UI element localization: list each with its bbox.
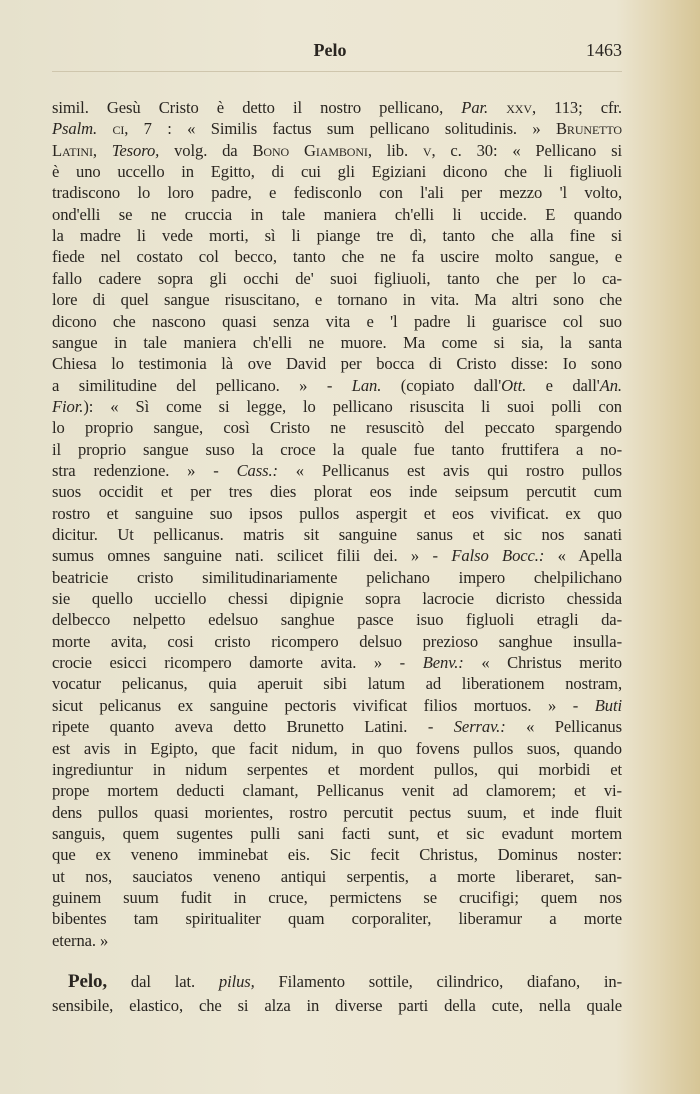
text-line: [52, 738, 622, 759]
text-segment: pilus,: [218, 972, 255, 991]
text-segment: sicut pelicanus ex sanguine pectoris vivificat filios mortuos. » -: [52, 695, 595, 715]
text-line: [52, 567, 622, 588]
text-line: [52, 716, 622, 737]
text-segment: sangue in tale maniera ch'elli ne muore. Ma come si sia, la santa: [52, 332, 622, 352]
text-line: [52, 140, 622, 161]
text-line: [52, 225, 622, 246]
text-line: [52, 97, 622, 118]
text-segment: sie quello ucciello chessi dipignie sopra lacrocie dicristo chessida: [52, 589, 622, 609]
text-segment: prope mortem deducti clamant, Pellicanus venit ad clamorem; et vi-: [52, 781, 622, 801]
text-segment: dicono che nascono quasi senza vita e 'l padre li guarisce col suo: [52, 311, 622, 331]
text-segment: la madre li vede morti, sì li piange tre dì, tanto che alla fine si: [52, 226, 622, 246]
text-segment: An.: [599, 375, 622, 395]
text-segment: beatricie cristo similitudinariamente pelichano impero chelpilichano: [52, 567, 622, 587]
text-line: [52, 673, 622, 694]
text-segment: e dall': [526, 375, 600, 395]
text-segment: , lib.: [367, 140, 423, 160]
text-segment: ingrediuntur in nidum serpentes et mordent pullos, qui morbidi et: [52, 759, 622, 779]
text-segment: fiede nel costato col becco, tanto che ne fa uscire molto sangue, e: [52, 247, 622, 267]
text-segment: sanguis, quem sugentes pulli sani facti sunt, et sic evadunt mortem: [52, 823, 622, 843]
text-segment: suos occidit et per tres dies plorat eos inde seipsum percutit cum: [52, 482, 622, 502]
text-segment: tradiscono lo loro padre, e fedisconlo con l'ali per mezzo 'l volto,: [52, 183, 622, 203]
text-segment: Benv.:: [422, 653, 464, 673]
header-rule: [52, 71, 622, 72]
text-line: [52, 353, 622, 374]
text-segment: , c. 30: « Pellicano si: [431, 140, 622, 160]
text-segment: Latini: [52, 140, 93, 160]
text-line: [52, 246, 622, 267]
text-segment: vocatur pelicanus, quia aperuit sibi latum ad liberationem nostram,: [52, 674, 622, 694]
text-segment: Par.: [461, 98, 489, 117]
text-segment: eterna. »: [52, 930, 109, 950]
text-segment: Tesoro,: [111, 140, 160, 160]
page-number: 1463: [586, 40, 622, 60]
text-line: [52, 802, 622, 823]
text-segment: Filamento sottile, cilindrico, diafano, in-: [254, 972, 623, 991]
text-segment: è uno uccello in Egitto, di cui gli Egiziani dicono che li figliuoli: [52, 162, 622, 182]
text-line: [52, 161, 622, 182]
text-segment: Falso Bocc.:: [451, 546, 545, 566]
text-line: [52, 609, 622, 630]
text-line: [52, 417, 622, 438]
entry-line: [52, 995, 622, 1016]
text-segment: , 113; cfr.: [531, 98, 622, 117]
text-segment: dens pullos quasi morientes, rostro percutit pectus suum, et inde fluit: [52, 802, 622, 822]
text-segment: « Pellicanus est avis qui rostro pullos: [277, 460, 622, 480]
text-segment: stra redenzione. » -: [52, 460, 237, 480]
text-segment: Psalm.: [52, 119, 98, 139]
text-segment: a similitudine del pellicano. » -: [52, 375, 352, 395]
text-segment: [97, 119, 112, 138]
text-segment: Lan.: [351, 375, 382, 395]
text-segment: lore di quel sangue risuscitano, e tornano in vita. Ma altri sono che: [52, 290, 622, 310]
text-segment: rostro et sanguine suo ipsos pullos aspergit et eos vivificat. ex quo: [52, 503, 622, 523]
text-line: [52, 481, 622, 502]
entry-headword: Pelo,: [68, 971, 108, 992]
text-line: [52, 780, 622, 801]
text-line: [52, 759, 622, 780]
text-segment: que ex veneno imminebat eis. Sic fecit Christus, Dominus noster:: [52, 845, 622, 865]
page-header-title: Pelo: [313, 40, 347, 60]
text-segment: [488, 98, 506, 117]
text-segment: ,: [92, 140, 112, 160]
text-segment: sumus omnes sanguine nati. scilicet filii dei. » -: [52, 546, 452, 566]
text-line: [52, 460, 622, 481]
text-segment: ): « Sì come si legge, lo pellicano risuscita li suoi polli con: [83, 396, 622, 416]
text-line: [52, 503, 622, 524]
text-segment: ripete quanto aveva detto Brunetto Latini. -: [52, 717, 454, 737]
text-segment: Serrav.:: [453, 717, 506, 737]
text-segment: dicitur. Ut pellicanus. matris sit sanguine sanus et sic nos sanati: [52, 525, 622, 544]
text-line: [52, 289, 622, 310]
text-line: [52, 823, 622, 844]
text-line: [52, 204, 622, 225]
text-line: [52, 439, 622, 460]
text-segment: Chiesa lo testimonia là ove David per bocca di Cristo disse: Io sono: [52, 354, 622, 374]
text-line: [52, 182, 622, 203]
text-line: [52, 695, 622, 716]
text-segment: lo proprio sangue, così Cristo ne resuscitò del peccato spargendo: [52, 418, 622, 438]
text-segment: crocie esicci ricompero damorte avita. » -: [52, 653, 423, 673]
text-line: [52, 844, 622, 865]
text-line: [52, 311, 622, 332]
text-segment: « Pellicanus: [505, 717, 622, 737]
text-segment: « Christus merito: [463, 653, 622, 673]
text-segment: « Apella: [544, 546, 622, 566]
text-segment: Cass.:: [236, 460, 278, 480]
text-segment: dal lat.: [107, 972, 219, 991]
text-segment: morte avita, cosi cristo ricompero delsuo prezioso sanghue insulla-: [52, 631, 622, 651]
text-line: [52, 545, 622, 566]
text-line: [52, 652, 622, 673]
text-segment: Brunetto: [555, 119, 622, 139]
text-segment: ond'elli se ne cruccia in tale maniera ch'elli li uccide. E quando: [52, 204, 622, 224]
text-line: [52, 268, 622, 289]
text-segment: delbecco nelpetto edelsuo sanghue pasce isuo figluoli etragli da-: [52, 610, 622, 630]
text-line: [52, 332, 622, 353]
text-segment: Bono Giamboni: [252, 140, 368, 160]
text-segment: volg. da: [159, 140, 253, 160]
text-segment: Fior.: [52, 396, 84, 416]
text-segment: v: [422, 140, 432, 160]
text-segment: ut nos, sauciatos veneno antiqui serpentis, a morte liberaret, san-: [52, 866, 622, 886]
text-segment: , 7 : « Similis factus sum pellicano solitudinis. »: [124, 119, 556, 139]
text-segment: xxv: [506, 98, 532, 117]
text-line: [52, 588, 622, 609]
text-segment: Ott.: [501, 375, 527, 395]
text-segment: fallo cadere sopra gli occhi de' suoi figliuoli, tanto che per lo ca-: [52, 268, 622, 288]
entry-line: [52, 971, 622, 992]
text-line: [52, 118, 622, 139]
text-segment: est avis in Egipto, que facit nidum, in quo fovens pullos suos, quando: [52, 738, 622, 758]
text-line: [52, 396, 622, 417]
text-line: [52, 908, 622, 929]
text-segment: ci: [112, 119, 125, 139]
text-segment: simil. Gesù Cristo è detto il nostro pellicano,: [52, 98, 462, 117]
text-segment: Buti: [594, 695, 622, 715]
text-segment: sensibile, elastico, che si alza in diverse parti della cute, nella quale: [52, 995, 622, 1015]
text-line: [52, 375, 622, 396]
text-segment: il proprio sangue suso la croce la quale fue tanto fruttifera a no-: [52, 439, 622, 459]
text-segment: (copiato dall': [381, 375, 502, 395]
text-line: [52, 930, 622, 951]
text-line: [52, 631, 622, 652]
text-line: [52, 524, 622, 545]
text-segment: bibentes tam spiritualiter quam corporaliter, liberamur a morte: [52, 909, 622, 929]
text-line: [52, 866, 622, 887]
text-line: [52, 887, 622, 908]
text-segment: guinem suum fudit in cruce, permictens se crucifigi; quem nos: [52, 887, 622, 907]
